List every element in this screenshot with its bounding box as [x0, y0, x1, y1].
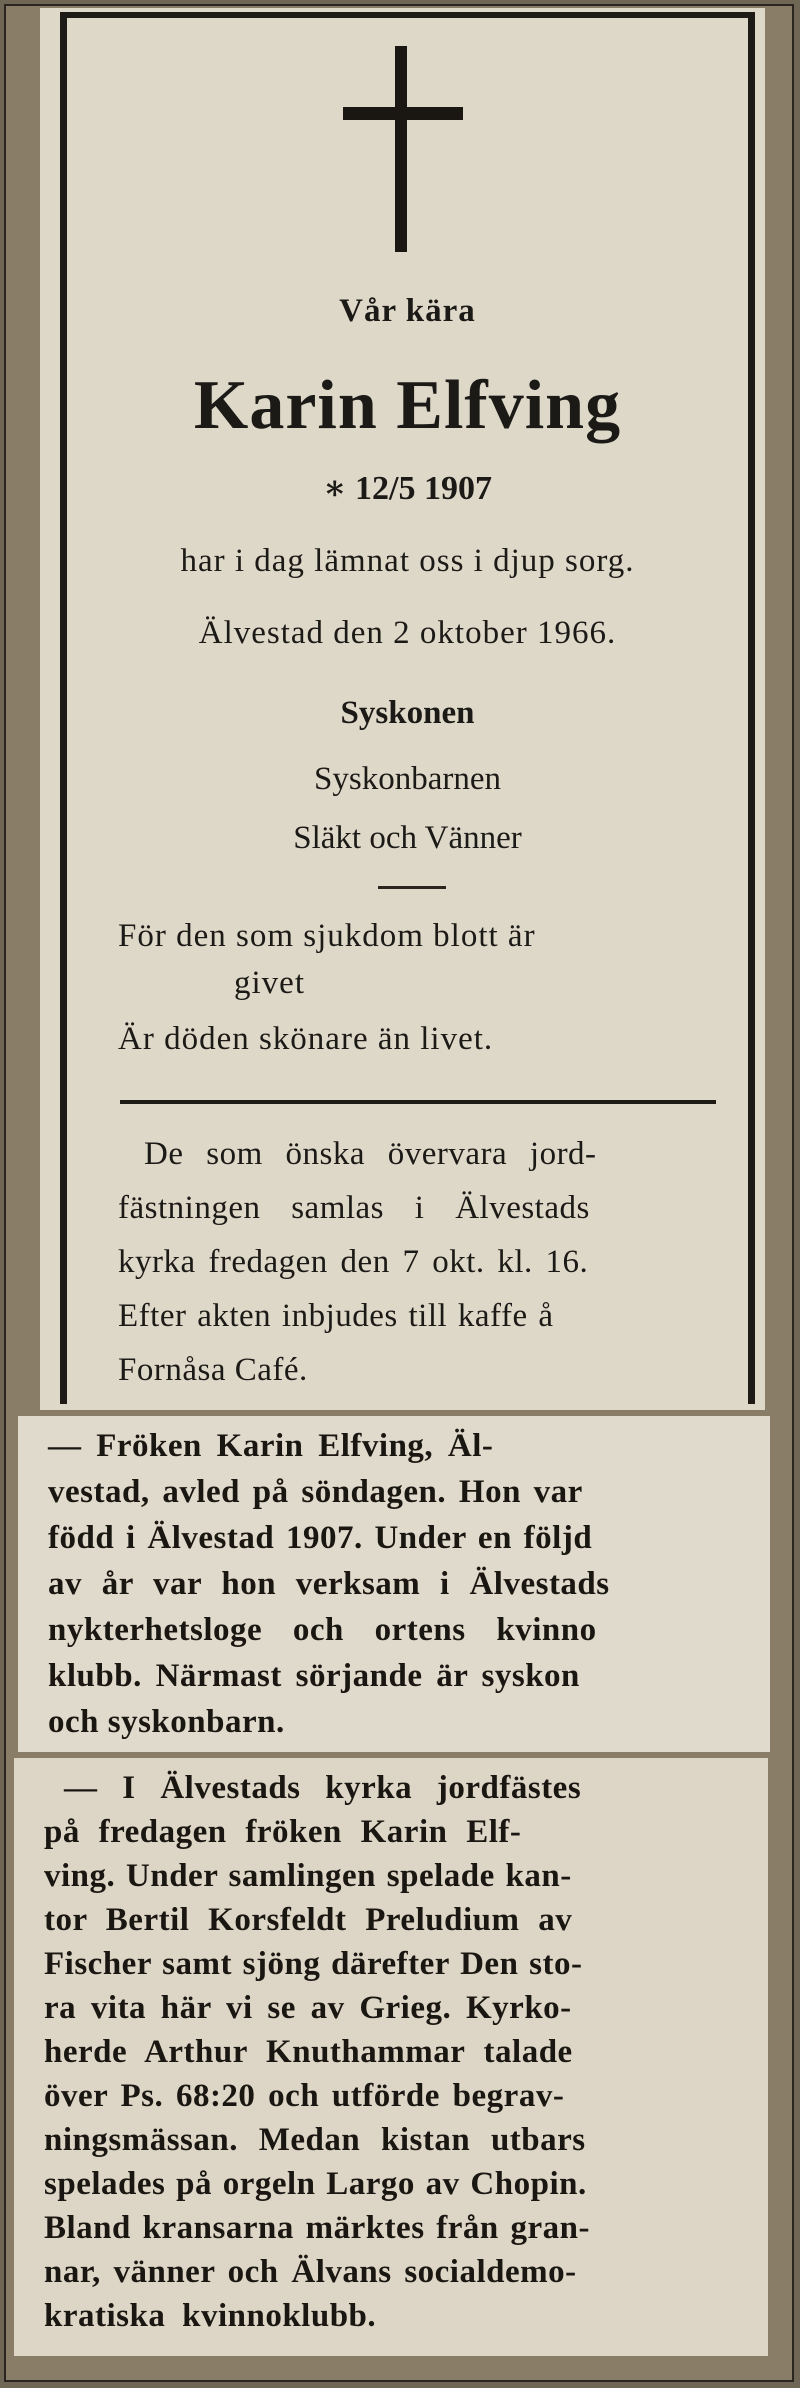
mourner-relatives-friends: Släkt och Vänner	[293, 820, 522, 856]
notice-intro: Vår kära	[339, 293, 476, 329]
deceased-name: Karin Elfving	[193, 367, 622, 444]
notice-place-date: Älvestad den 2 oktober 1966.	[198, 615, 617, 651]
death-notice	[40, 8, 765, 1410]
article-line: Bland kransarna märktes från gran-	[44, 2210, 591, 2246]
funeral-info-line: Efter akten inbjudes till kaffe å	[118, 1298, 554, 1334]
divider	[120, 1100, 716, 1104]
funeral-info-line: fästningen samlas i Älvestads	[118, 1190, 590, 1226]
article-line: herde Arthur Knuthammar talade	[44, 2034, 573, 2070]
article-line: av år var hon verksam i Älvestads	[48, 1566, 610, 1602]
funeral-info-line: Fornåsa Café.	[118, 1352, 308, 1388]
article-line: spelades på orgeln Largo av Chopin.	[44, 2166, 587, 2202]
mourner-siblings-children: Syskonbarnen	[314, 761, 501, 797]
cross-icon-bar	[343, 107, 463, 120]
article-line: ving. Under samlingen spelade kan-	[44, 1858, 572, 1894]
article-line: nykterhetsloge och ortens kvinno	[48, 1612, 597, 1648]
verse-line: För den som sjukdom blott är	[118, 918, 536, 954]
mourner-siblings: Syskonen	[340, 695, 475, 731]
notice-message: har i dag lämnat oss i djup sorg.	[180, 543, 635, 579]
news-clipping-death	[18, 1416, 770, 1752]
divider	[378, 886, 446, 889]
article-line: född i Älvestad 1907. Under en följd	[48, 1520, 593, 1556]
article-line: ra vita här vi se av Grieg. Kyrko-	[44, 1990, 572, 2026]
article-line: Fischer samt sjöng därefter Den sto-	[44, 1946, 583, 1982]
article-line: på fredagen fröken Karin Elf-	[44, 1814, 522, 1850]
funeral-info-line: kyrka fredagen den 7 okt. kl. 16.	[118, 1244, 589, 1280]
article-line: — Fröken Karin Elfving, Äl-	[48, 1428, 494, 1464]
article-line: ningsmässan. Medan kistan utbars	[44, 2122, 586, 2158]
article-line: och syskonbarn.	[48, 1704, 285, 1740]
news-clipping-funeral	[14, 1758, 768, 2356]
article-line: — I Älvestads kyrka jordfästes	[64, 1770, 582, 1806]
article-line: över Ps. 68:20 och utförde begrav-	[44, 2078, 565, 2114]
article-line: vestad, avled på söndagen. Hon var	[48, 1474, 583, 1510]
birth-date: ∗ 12/5 1907	[323, 470, 492, 507]
verse-line: givet	[234, 965, 305, 1001]
article-line: klubb. Närmast sörjande är syskon	[48, 1658, 580, 1694]
article-line: kratiska kvinnoklubb.	[44, 2298, 377, 2334]
verse-line: Är döden skönare än livet.	[118, 1021, 494, 1057]
funeral-info-line: De som önska övervara jord-	[144, 1136, 597, 1172]
article-line: tor Bertil Korsfeldt Preludium av	[44, 1902, 573, 1938]
cross-icon	[395, 46, 407, 252]
article-line: nar, vänner och Älvans socialdemo-	[44, 2254, 577, 2290]
